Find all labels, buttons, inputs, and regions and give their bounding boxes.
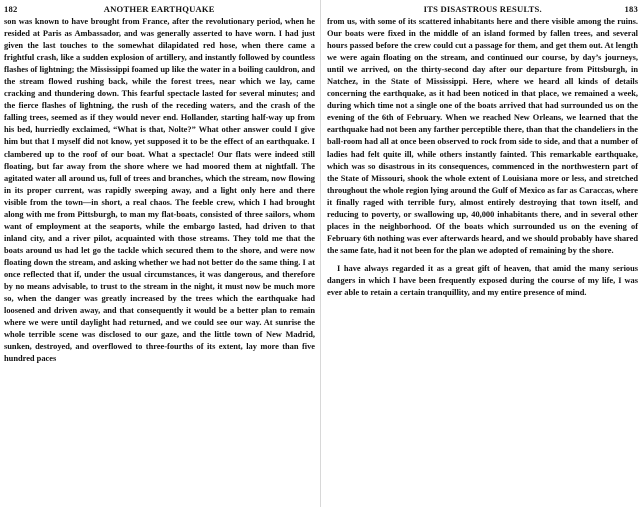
left-running-head xyxy=(4,4,315,14)
right-page xyxy=(321,0,642,507)
right-body-text xyxy=(327,16,638,299)
right-page-number: 183 xyxy=(624,4,638,14)
left-paragraph-1: son was known to have brought from France, after the revolutionary period, when he resided at Paris as Ambassador, and was generally asserted to have worn. I had just given the last touches to the somewhat dilapidated red hose, when there came a frightful crash, like a sudden explosion of artillery, and instantly followed by countless flashes of lightning; the Mississippi foamed up like the water in a boiling cauldron, and the stream flowed rushing back, while the forest trees, near which we lay, came cracking and thundering down. This fearful spectacle lasted for several minutes; and the fierce flashes of lightning, the rush of the receding waters, and the crash of the falling trees, seemed as if they would never end. Hollander, starting half-way up from his bed, hurriedly exclaimed, “What is that, Nolte?” What other answer could I give him but that I myself did not know, yet supposed it to be the effect of an earthquake. I clambered up to the roof of our boat. What a spectacle! Our flats were indeed still floating, but far away from the shore where we had moored them at nightfall. The agitated water all around us, full of trees and branches, which the stream, now flowing in its proper current, was rapidly sweeping away, and a light only here and there visible from the town—in short, a real chaos. The feeble crew, which I had brought along with me from Pittsburgh, to man my flat-boats, consisted of three sailors, whom want of employment at the seaports, while the embargo lasted, had driven to that inland city, and a river pilot, acquainted with those streams. They told me that the boats around us had let go the tackle which secured them to the shore, and were now floating down the stream, and asking whether we had not better do the same thing. I at once reflected that if, under the usual circumstances, it was dangerous, and therefore by no means advisable, to trust to the stream in the night, it must now be much more so, when the danger was greatly increased by the trees which the earthquake had loosened and driven away, and that consequently it would be a better plan to remain where we were until daylight had returned, and we could see our way. At sunrise the whole terrible scene was disclosed to our gaze, and the little town of New Madrid, sunken, destroyed, and overflowed to three-fourths of its extent, lay more than five hundred paces xyxy=(4,17,315,364)
right-paragraph-1: from us, with some of its scattered inhabitants here and there visible among the ruins. Our boats were fixed in the middle of an island formed by fallen trees, and several hours passed before the crew could cut a passage for them, and get them out. At length we were again floating on the stream, and continued our course, by day’s journeys, until we arrived, on the thirty-second day after our departure from Pittsburgh, in Natchez, in the State of Mississippi. Here, where we heard all kinds of details concerning the earthquake, as it had been noticed in that place, we remained a week, during which time not a single one of the boats arrived that had surrounded us on the evening of the 6th of February. When we reached New Orleans, we learned that the earthquake had not been any farther perceptible there, than that the chandeliers in the ball-room had all at once been observed to rock from side to side, and that a number of ladies had felt quite ill, while others instantly fainted. This remarkable earthquake, which was so disastrous in its consequences, commenced in the northwestern part of the State of Missouri, shook the whole extent of Louisiana more or less, and stretched throughout the whole region lying around the Gulf of Mexico as far as Caraccas, where it finally raged with terrible fury, almost entirely destroying that town itself, and reducing to poverty, or swallowing up, 40,000 inhabitants there, and in several other places in the neighborhood. Of the boats which surrounded us on the evening of February 6th nothing was ever afterwards heard, and we should probably have shared the same fate, had it not been for the plan we adopted of remaining by the shore. xyxy=(327,17,638,255)
right-running-title: ITS DISASTROUS RESULTS. xyxy=(423,4,542,14)
right-paragraph-2: I have always regarded it as a great gift of heaven, that amid the many serious dangers in which I have been frequently exposed during the course of my life, I was ever able to retain a certain tranquillity, and my entire presence of mind. xyxy=(327,263,638,298)
left-page-number: 182 xyxy=(4,4,18,14)
left-body-text xyxy=(4,16,315,365)
right-running-head xyxy=(327,4,638,14)
left-running-title: ANOTHER EARTHQUAKE xyxy=(103,4,215,14)
